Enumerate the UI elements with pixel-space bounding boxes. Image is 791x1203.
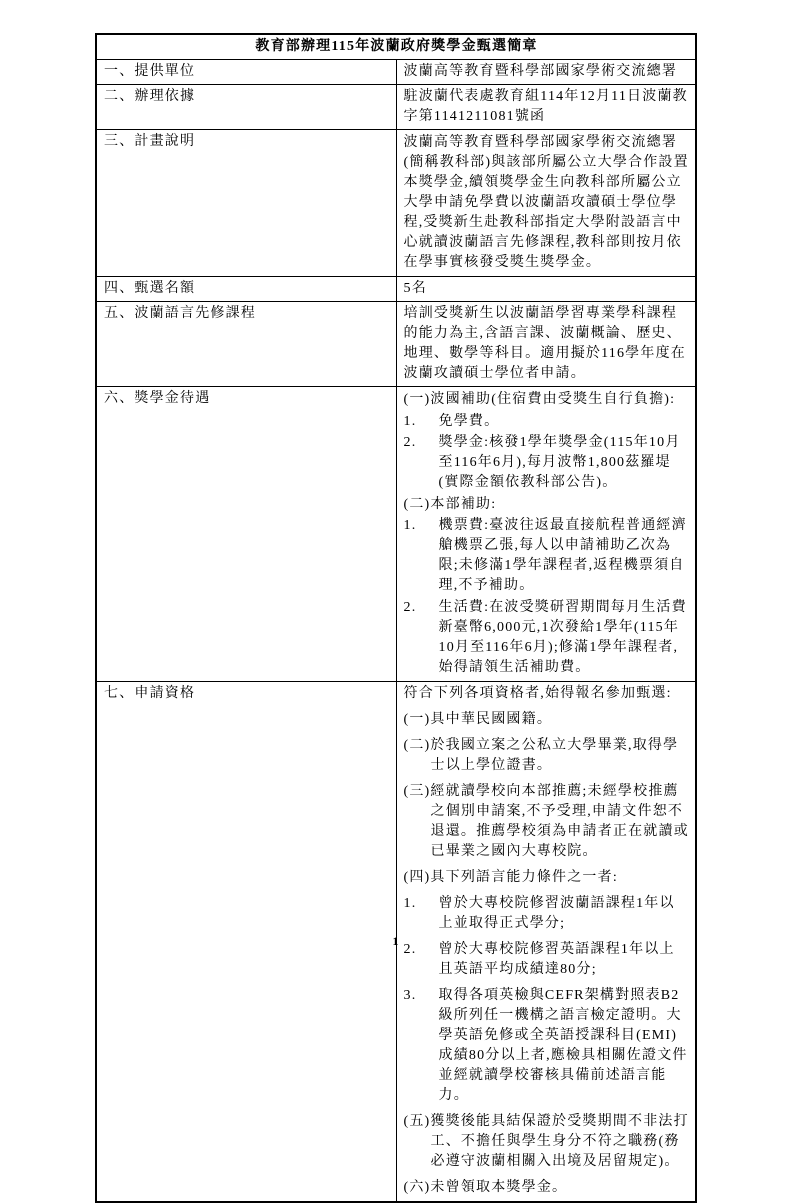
table-row xyxy=(96,302,696,387)
document-title: 教育部辦理115年波蘭政府獎學金甄選簡章 xyxy=(96,34,696,60)
table-row xyxy=(96,277,696,302)
row-label-benefits: 六、獎學金待遇 xyxy=(96,387,396,682)
row-label-quota: 四、甄選名額 xyxy=(96,277,396,302)
row-content-quota xyxy=(396,277,696,302)
table-row xyxy=(96,130,696,277)
paragraph: (二)於我國立案之公私立大學畢業,取得學士以上學位證書。 xyxy=(403,738,679,773)
paragraph: (六)未曾領取本獎學金。 xyxy=(403,1180,568,1195)
paragraph: 符合下列各項資格者,始得報名參加甄選: xyxy=(403,686,672,701)
paragraph: (四)具下列語言能力條件之一者: xyxy=(403,870,618,885)
list-item-number: 1. xyxy=(403,518,417,533)
list-item xyxy=(404,516,690,596)
page-number: 1 xyxy=(392,934,399,948)
paragraph: (三)經就讀學校向本部推薦;未經學校推薦之個別申請案,不予受理,申請文件恕不退還。推薦學校須為申請者正在就讀或已畢業之國內大專校院。 xyxy=(403,784,689,859)
row-label-eligibility: 七、申請資格 xyxy=(96,682,396,1203)
row-content-language-course xyxy=(396,302,696,387)
list-item-text: 曾於大專校院修習英語課程1年以上且英語平均成績達80分; xyxy=(438,942,675,977)
list-item xyxy=(404,433,690,493)
list-item-number: 2. xyxy=(403,599,417,615)
paragraph: 波蘭高等教育暨科學部國家學術交流總署 xyxy=(403,64,678,79)
row-label-program-description: 三、計畫說明 xyxy=(96,130,396,277)
list-item xyxy=(404,986,690,1106)
guidelines-table xyxy=(95,33,697,1203)
row-content-provider xyxy=(396,60,696,85)
list-item-number: 1. xyxy=(403,896,417,911)
list-item-number: 2. xyxy=(403,942,417,957)
row-label-basis: 二、辦理依據 xyxy=(96,85,396,130)
paragraph: (二)本部補助: xyxy=(403,496,497,512)
list-item-number: 2. xyxy=(403,435,417,450)
paragraph: (一)具中華民國國籍。 xyxy=(403,712,553,727)
list-item-text: 取得各項英檢與CEFR架構對照表B2級所列任一機構之語言檢定證明。大學英語免修或全英語授課科目(EMI)成績80分以上者,應檢具相關佐證文件並經就讀學校審核具備前述語言能力。 xyxy=(438,988,688,1103)
table-row xyxy=(96,387,696,682)
list-item xyxy=(404,598,690,678)
table-row xyxy=(96,85,696,130)
row-label-provider: 一、提供單位 xyxy=(96,60,396,85)
list-item xyxy=(404,894,690,934)
list-item xyxy=(404,412,690,432)
paragraph: 5名 xyxy=(403,281,427,296)
list-item-number: 1. xyxy=(403,413,417,429)
paragraph: 駐波蘭代表處教育組114年12月11日波蘭教字第1141211081號函 xyxy=(403,89,688,124)
title-row xyxy=(96,34,696,60)
list-item-text: 生活費:在波受獎研習期間每月生活費新臺幣6,000元,1次發給1學年(115年10月至116年6月);修滿1學年課程者,始得請領生活補助費。 xyxy=(438,599,687,675)
paragraph: (五)獲獎後能具結保證於受獎期間不非法打工、不擔任與學生身分不符之職務(務必遵守波蘭相關入出境及居留規定)。 xyxy=(403,1114,689,1169)
paragraph: (一)波國補助(住宿費由受獎生自行負擔): xyxy=(403,392,676,407)
list-item-text: 獎學金:核發1學年獎學金(115年10月至116年6月),每月波幣1,800茲羅堤(實際金額依教科部公告)。 xyxy=(438,435,681,490)
row-label-text: 五、波蘭語言先修課程 xyxy=(104,306,256,321)
row-content-benefits xyxy=(396,387,696,682)
list-item-text: 機票費:臺波往返最直接航程普通經濟艙機票乙張,每人以申請補助乙次為限;未修滿1學年課程者,返程機票須自理,不予補助。 xyxy=(438,518,687,593)
row-content-basis xyxy=(396,85,696,130)
list-item-text: 免學費。 xyxy=(438,413,500,429)
row-content-program-description xyxy=(396,130,696,277)
paragraph: 波蘭高等教育暨科學部國家學術交流總署(簡稱教科部)與該部所屬公立大學合作設置本獎學金,續領獎學金生向教科部所屬公立大學申請免學費以波蘭語攻讀碩士學位學程,受獎新生赴教科部指定大學附設語言中心就讀波蘭語言先修課程,教科部則按月依在學事實核發受獎生獎學金。 xyxy=(403,135,689,270)
row-label-language-course xyxy=(96,302,396,387)
list-item-text: 曾於大專校院修習波蘭語課程1年以上並取得正式學分; xyxy=(438,896,675,931)
paragraph: 培訓受獎新生以波蘭語學習專業學科課程的能力為主,含語言課、波蘭概論、歷史、地理、數學等科目。適用擬於116學年度在波蘭攻讀碩士學位者申請。 xyxy=(403,306,686,381)
list-item-number: 3. xyxy=(403,988,417,1003)
table-row xyxy=(96,60,696,85)
